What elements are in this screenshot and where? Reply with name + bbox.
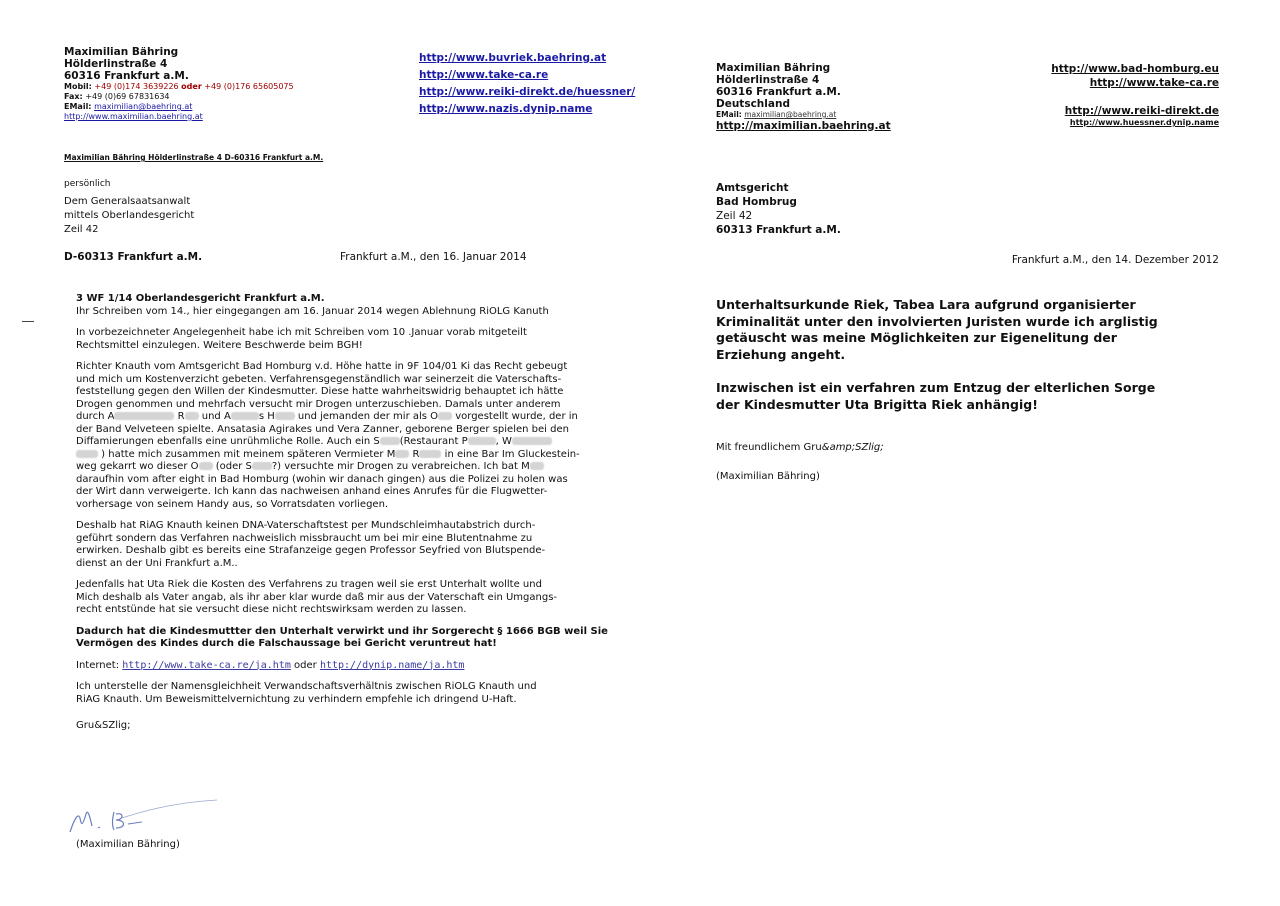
right-link-list: [1051, 62, 1219, 128]
sender-name: Maximilian Bähring: [64, 46, 179, 58]
sender-country: Deutschland: [716, 98, 790, 110]
sender-street: Hölderlinstraße 4: [716, 74, 820, 86]
sender-city: 60316 Frankfurt a.M.: [64, 70, 189, 82]
fax-number: +49 (0)69 67831634: [85, 92, 170, 101]
right-paragraph-2: Inzwischen ist ein verfahren zum Entzug der elterlichen Sorge der Kindesmutter Uta Brigitta Riek anhängig!: [716, 380, 1156, 412]
left-link-list: [419, 50, 635, 118]
right-sender-block: [716, 62, 891, 133]
paragraph-3: Deshalb hat RiAG Knauth keinen DNA-Vaterschaftstest per Mundschleimhautabstrich durch- geführt sondern das Verfahren nachweislich missbraucht um bei mir eine Blutentnahme zu erwirken. Deshalb gibt es bereits eine Strafanzeige gegen Professor Seyfried von Blutspende- dienst an der Uni Frankfurt a.M..: [76, 520, 546, 569]
link-reiki-direkt[interactable]: http://www.reiki-direkt.de: [1064, 105, 1219, 117]
fax-label: Fax:: [64, 92, 83, 101]
right-letter-date: Frankfurt a.M., den 14. Dezember 2012: [1011, 254, 1219, 266]
link-buvriek[interactable]: http://www.buvriek.baehring.at: [419, 52, 607, 64]
email-link[interactable]: maximilian@baehring.at: [94, 102, 193, 111]
mobil-1: +49 (0)174 3639226: [94, 82, 179, 91]
recipient-note: persönlich: [64, 179, 111, 189]
redaction: [114, 412, 174, 420]
left-sender-block: [64, 46, 294, 122]
letter-date: Frankfurt a.M., den 16. Januar 2014: [340, 251, 527, 263]
recipient-line2: Bad Hombrug: [716, 196, 797, 208]
right-signature-name: (Maximilian Bähring): [716, 471, 820, 482]
return-address: Maximilian Bähring Hölderlinstraße 4 D-60316 Frankfurt a.M.: [64, 153, 324, 162]
recipient-line3: Zeil 42: [716, 210, 753, 222]
letter-body: [76, 293, 606, 742]
greeting: Gru&SZlig;: [76, 720, 131, 731]
recipient-line1: Amtsgericht: [716, 182, 789, 194]
recipient-block: [64, 177, 194, 237]
paragraph-4: Jedenfalls hat Uta Riek die Kosten des Verfahrens zu tragen weil sie erst Unterhalt wollte und Mich deshalb als Vater angab, als ihr aber klar wurde daß mir aus der Vaterschaft ein Umgangs- recht entstünde hat sie versucht diese nicht rechtswirksam werden zu lassen.: [76, 579, 558, 615]
web-link[interactable]: http://www.maximilian.baehring.at: [64, 112, 203, 121]
redaction: [185, 412, 199, 420]
redaction: [530, 462, 544, 470]
link-huessner[interactable]: http://www.huessner.dynip.name: [1069, 118, 1219, 127]
redaction: [380, 437, 400, 445]
redaction: [438, 412, 452, 420]
internet-line: Internet: http://www.take-ca.re/ja.htm oder http://dynip.name/ja.htm: [76, 659, 465, 671]
right-recipient-block: [716, 181, 841, 237]
redaction: [231, 412, 259, 420]
web-link[interactable]: http://maximilian.baehring.at: [716, 119, 891, 132]
subject-line2: Ihr Schreiben vom 14., hier eingegangen am 16. Januar 2014 wegen Ablehnung RiOLG Kanuth: [76, 305, 549, 317]
redaction: [468, 437, 496, 445]
redaction: [395, 450, 409, 458]
link-take-ca[interactable]: http://www.take-ca.re: [419, 69, 549, 81]
paragraph-2: Richter Knauth vom Amtsgericht Bad Homburg v.d. Höhe hatte in 9F 104/01 Ki das Recht gebeugt und mich um Kostenverzicht gebeten. Verfahrensgegenständlich war seinerzeit die Vaterschafts- feststellung gegen den Willen der Kindesmutter. Diese hatte wahrheitswidrig behauptet ich hätte Drogen genommen und mehrfach versucht mir Drogen unterzuschieben. Damals unter anderem durch A R und A s H und jemanden der mir als O vorgestellt wurde, der in der Band Velveteen spielte. Ansatasia Agirakes und Vera Zanner, geborene Berger spielen bei den Diffamierungen ebenfalls eine unrühmliche Rolle. Auch ein S (Restaurant P , W ) hatte mich zusammen mit meinem späteren Vermieter M R in eine Bar Im Gluckestein- weg gekarrt wo dieser O (oder S ?) versuchte mir Drogen zu verabreichen. Ich bat M daraufhin vom after eight in Bad Homburg (wohin wir danach gingen) aus die Polizei zu holen was der Wirt dann verweigerte. Ich kann das nachweisen anhand eines Anrufes für die Flugwetter- vorhersage von seinem Handy aus, so Vorratsdaten vorliegen.: [76, 361, 580, 510]
sender-name: Maximilian Bähring: [716, 62, 831, 74]
redaction: [252, 462, 272, 470]
email-label: EMail:: [64, 102, 92, 111]
subject: 3 WF 1/14 Oberlandesgericht Frankfurt a.M.: [76, 293, 325, 304]
recipient-line1: Dem Generalsaatsanwalt: [64, 196, 191, 207]
paragraph-5-bold: Dadurch hat die Kindesmuttter den Unterhalt verwirkt und ihr Sorgerecht § 1666 BGB weil Sie Vermögen des Kindes durch die Falschaussage bei Gericht veruntreut hat!: [76, 625, 608, 649]
mobil-2: +49 (0)176 65605075: [204, 82, 294, 91]
recipient-city: 60313 Frankfurt a.M.: [716, 224, 841, 236]
redaction: [275, 412, 295, 420]
signature-image: [62, 798, 222, 838]
link-reiki-direkt[interactable]: http://www.reiki-direkt.de/huessner/: [419, 86, 636, 98]
redaction: [199, 462, 213, 470]
signature-name: (Maximilian Bähring): [76, 839, 180, 850]
mobil-oder: oder: [181, 82, 202, 91]
internet-link-2[interactable]: http://dynip.name/ja.htm: [319, 659, 465, 671]
sender-street: Hölderlinstraße 4: [64, 58, 168, 70]
right-paragraph-1: Unterhaltsurkunde Riek, Tabea Lara aufgrund organisierter Kriminalität unter den involvierten Juristen wurde ich arglistig getäuscht was meine Möglichkeiten zur Eigenelitung der Erziehung angeht.: [716, 297, 1158, 362]
right-greeting: Mit freundlichem Gru&amp;SZlig;: [716, 442, 884, 453]
link-take-ca[interactable]: http://www.take-ca.re: [1089, 77, 1219, 89]
recipient-line3: Zeil 42: [64, 224, 99, 235]
recipient-city: D-60313 Frankfurt a.M.: [64, 251, 203, 263]
email-label: EMail:: [716, 110, 742, 119]
email-link[interactable]: maximilian@baehring.at: [744, 110, 837, 119]
internet-link-1[interactable]: http://www.take-ca.re/ja.htm: [122, 659, 291, 671]
mobil-label: Mobil:: [64, 82, 92, 91]
sender-city: 60316 Frankfurt a.M.: [716, 86, 841, 98]
fold-mark: [22, 321, 34, 322]
redaction: [76, 450, 98, 458]
recipient-line2: mittels Oberlandesgericht: [64, 210, 195, 221]
redaction: [419, 450, 441, 458]
redaction: [512, 437, 552, 445]
paragraph-6: Ich unterstelle der Namensgleichheit Verwandschaftsverhältnis zwischen RiOLG Knauth und RiAG Knauth. Um Beweismittelvernichtung zu verhindern empfehle ich dringend U-Haft.: [76, 681, 537, 705]
paragraph-1: In vorbezeichneter Angelegenheit habe ich mit Schreiben vom 10 .Januar vorab mitgeteilt Rechtsmittel einzulegen. Weitere Beschwerde beim BGH!: [76, 327, 527, 351]
link-bad-homburg[interactable]: http://www.bad-homburg.eu: [1051, 63, 1219, 75]
link-nazis-dynip[interactable]: http://www.nazis.dynip.name: [419, 103, 593, 115]
